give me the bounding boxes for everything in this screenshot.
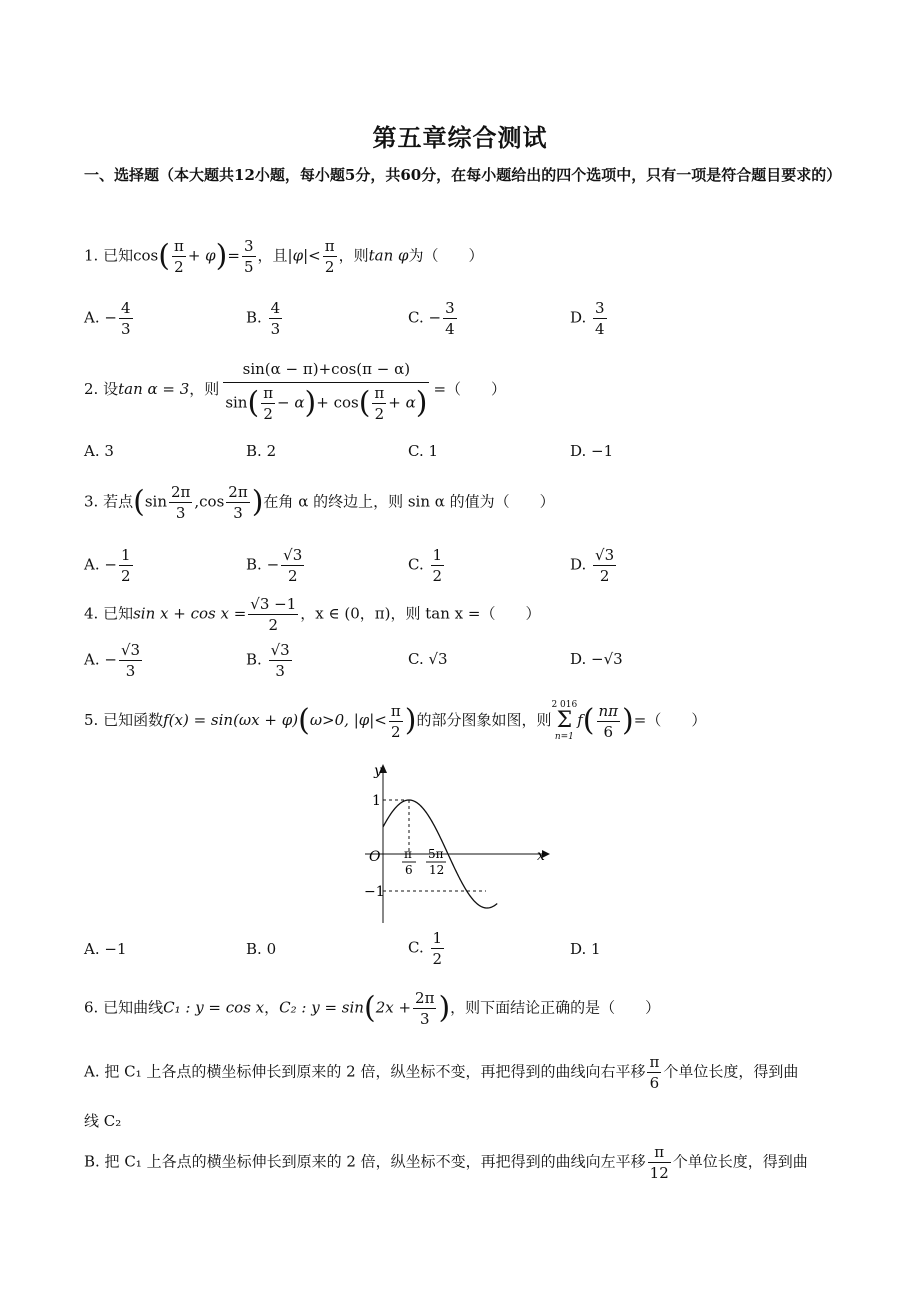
frac-den: 2 [287,567,298,585]
frac-den: 4 [595,320,605,338]
frac-num: √3 −1 [250,595,297,613]
question-text: 若点 [103,492,134,511]
option-a[interactable] [84,298,135,339]
frac-num: π [649,1053,660,1071]
option-d[interactable] [570,298,609,339]
frac-num: 2π [415,989,435,1007]
paren-left: ( [582,703,595,738]
math-cos: ,cos [194,492,225,511]
question-text: 在角 α 的终边上，则 sin α 的值为（ ） [263,492,555,511]
frac-num: 3 [595,299,605,317]
fraction [169,482,192,523]
frac-num: √3 [595,546,615,564]
option-a[interactable] [84,940,127,958]
frac-num: 2π [228,483,248,501]
frac-den: 2 [324,258,335,276]
frac-num: 3 [445,299,455,317]
option-text: 1 [428,442,439,460]
option-c[interactable] [408,298,459,339]
option-c[interactable] [408,442,438,460]
question-text: ，且 [257,246,288,265]
option-text: 线 C₂ [84,1112,122,1130]
paren-right: ) [404,703,417,738]
question-text: =（ ） [433,380,507,398]
option-label: B. [246,650,262,669]
question-number: 6. [84,998,99,1017]
option-c[interactable] [408,650,448,668]
option-a[interactable] [84,1052,798,1093]
fraction [269,298,283,339]
math-sin: sin [144,492,167,511]
fraction [389,701,403,742]
option-text: 1 [591,940,601,958]
frac-num: π [390,701,401,720]
frac-den: 3 [233,504,243,522]
y-tick-label: 1 [372,793,381,809]
option-sign: − [104,650,117,669]
question-text: 已知 [103,604,134,623]
frac-den: 2 [432,567,443,585]
frac-num: π [263,384,274,402]
question-5 [84,700,706,742]
question-text: ， [264,998,280,1017]
origin-label: O [369,849,381,865]
frac-den: 2 [174,258,184,276]
math-term: tan α = 3 [118,380,190,398]
math-eq: = [227,246,240,265]
option-text: −1 [104,940,127,958]
paren-left: ( [247,385,260,421]
x-tick-num: 5π [428,847,444,861]
frac-den: 3 [175,504,186,522]
option-label: D. [570,442,587,460]
option-label: D. [570,308,587,327]
option-b[interactable] [84,1142,808,1183]
fraction [372,383,386,424]
paren-right: ) [215,238,228,274]
frac-den: 2 [432,950,443,968]
math-term: C₁ : y = cos x [163,998,265,1017]
fraction [597,701,621,742]
option-sign: − [266,555,280,574]
math-term: C₂ : y = sin [279,998,364,1017]
paren-right: ) [438,990,451,1026]
math-term: sin x + cos x = [133,604,247,623]
question-2 [84,356,506,424]
option-label: A. [84,442,100,460]
option-d[interactable] [570,545,618,586]
fraction [648,1142,671,1183]
question-6 [84,988,660,1029]
frac-num: 1 [120,546,131,564]
frac-num: 1 [432,929,443,947]
option-text: 个单位长度，得到曲 [663,1062,799,1081]
math-term: |φ| [287,246,309,265]
math-cos: + cos [316,393,359,412]
option-a-continued[interactable] [84,1110,121,1131]
paren-left: ( [358,385,371,421]
question-text: 已知函数 [103,711,164,729]
question-number: 3. [84,492,99,511]
x-tick-num: π [404,847,412,861]
frac-den: 6 [649,1074,660,1092]
section-heading: 一、选择题（本大题共12小题，每小题5分，共60分，在每小题给出的四个选项中，只有一项是符合题目要求的） [84,166,842,184]
fraction [323,236,337,277]
y-axis-label: y [374,763,382,779]
question-text: 为（ ） [408,246,484,265]
option-label: A. [84,650,100,669]
y-tick-label: −1 [364,884,385,900]
question-text: =（ ） [633,711,707,729]
frac-num: 3 [243,237,254,255]
question-text: ，则下面结论正确的是（ ） [450,998,661,1017]
frac-num: √3 [283,546,303,564]
paren-left: ( [133,484,145,520]
fraction [119,545,133,586]
option-label: B. [246,442,262,460]
frac-den: 3 [125,662,136,680]
paren-right: ) [304,385,317,421]
option-label: D. [570,940,587,958]
frac-num: 4 [270,299,281,317]
question-text: 设 [103,380,119,398]
frac-den: 5 [243,258,254,276]
math-term: f(x) = sin(ωx + φ) [163,711,299,729]
option-d[interactable] [570,940,601,958]
paren-right: ) [622,703,634,738]
summation [551,700,577,742]
question-3 [84,482,555,523]
math-term: ω>0, |φ|< [309,711,387,729]
option-label: C. [408,308,424,327]
frac-den: 2 [120,567,131,585]
option-label: C. [408,938,424,957]
question-1 [84,236,484,277]
frac-num: 4 [120,299,131,317]
frac-num: √3 [120,641,141,659]
frac-num: nπ [598,701,619,720]
fraction [593,545,616,586]
math-term: tan φ [368,246,409,265]
fraction [172,236,186,277]
paren-left: ( [158,238,170,274]
option-text: −1 [591,442,614,460]
option-b[interactable] [246,640,294,681]
frac-num: 1 [432,546,443,564]
option-sign: − [428,308,442,327]
frac-num: π [324,237,335,255]
math-term: − α [277,393,305,412]
question-text: ，x ∈ (0，π)，则 tan x =（ ） [300,604,541,623]
option-b[interactable] [246,442,276,460]
option-label: A. [84,308,100,327]
question-number: 2. [84,380,99,398]
fraction [119,298,133,339]
fraction [226,482,249,523]
paren-right: ) [251,484,264,520]
option-text: 2 [266,442,277,460]
option-b[interactable] [246,545,306,586]
fraction [593,298,607,339]
option-sign: − [104,555,117,574]
frac-num: π [173,237,184,255]
frac-den: 3 [270,320,281,338]
frac-den: 3 [275,662,285,680]
option-label: C. [408,442,424,460]
math-term: f [577,711,583,729]
option-a[interactable] [84,442,114,460]
x-axis-label: x [537,848,545,864]
frac-den: 6 [603,722,614,741]
sum-lower: n=1 [554,732,574,742]
frac-num: π [374,384,385,402]
frac-den [223,383,429,424]
option-label: A. [84,940,100,958]
math-term: 2x + [375,998,412,1017]
math-term: + φ [187,246,216,265]
fraction [431,928,445,969]
fraction [261,383,275,424]
frac-den: 12 [649,1164,669,1182]
option-label: C. [408,555,424,574]
x-tick-den: 12 [429,863,445,877]
fraction [431,545,445,586]
sigma-icon: Σ [556,708,573,733]
option-text: 0 [266,940,277,958]
option-b[interactable] [246,298,284,339]
fraction [269,640,292,681]
fraction [413,988,436,1029]
option-label: B. [246,555,262,574]
frac-den: 4 [445,320,455,338]
math-cos: cos [133,246,159,265]
option-text: √3 [428,650,448,668]
frac-num: π [648,1142,671,1163]
frac-den: 3 [120,320,131,338]
math-term: + α [388,393,416,412]
fraction [281,545,304,586]
question-text: 的部分图象如图，则 [416,711,552,729]
question-number: 4. [84,604,99,623]
option-label: D. [570,555,587,574]
option-text: 3 [104,442,114,460]
frac-den: 2 [268,616,279,634]
frac-den: 2 [391,722,401,741]
math-lt: < [308,246,321,265]
option-text: −√3 [591,650,623,668]
frac-den: 2 [263,405,273,423]
fraction [443,298,457,339]
question-text: ，则 [189,380,220,398]
page-title: 第五章综合测试 [372,123,548,152]
option-b[interactable] [246,940,276,958]
option-text: A. 把 C₁ 上各点的横坐标伸长到原来的 2 倍，纵坐标不变，再把得到的曲线向右平移 [84,1062,646,1081]
frac-den: 3 [419,1010,430,1028]
paren-left: ( [363,990,376,1026]
question-number: 1. [84,246,99,265]
question-text: 已知曲线 [103,998,164,1017]
fraction [248,594,298,635]
frac-num: √3 [270,641,290,659]
frac-num: sin(α − π)+cos(π − α) [223,356,429,383]
option-label: D. [570,650,587,668]
big-fraction [223,356,429,424]
option-sign: − [104,308,117,327]
question-text: ，则 [338,246,369,265]
fraction [242,236,256,277]
option-text: 个单位长度，得到曲 [672,1152,808,1171]
fraction [119,640,142,681]
option-d[interactable] [570,442,613,460]
option-a[interactable] [84,640,144,681]
frac-den: 2 [374,405,385,423]
question-number: 5. [84,711,99,729]
option-label: B. [246,940,262,958]
question-4 [84,594,540,635]
option-d[interactable] [570,650,623,668]
option-label: C. [408,650,424,668]
option-c[interactable] [408,928,446,969]
x-tick-den: 6 [405,863,413,877]
function-graph [360,758,560,928]
frac-den: 2 [599,567,610,585]
fraction [647,1052,661,1093]
paren-right: ) [415,385,428,421]
option-label: A. [84,555,100,574]
math-sin: sin [225,393,248,412]
sum-upper: 2 016 [551,700,578,710]
option-text: B. 把 C₁ 上各点的横坐标伸长到原来的 2 倍，纵坐标不变，再把得到的曲线向左平移 [84,1152,646,1171]
frac-num: 2π [170,483,191,501]
option-c[interactable] [408,545,446,586]
option-a[interactable] [84,545,135,586]
option-label: B. [246,308,262,327]
paren-left: ( [298,703,310,738]
question-text: 已知 [103,246,134,265]
